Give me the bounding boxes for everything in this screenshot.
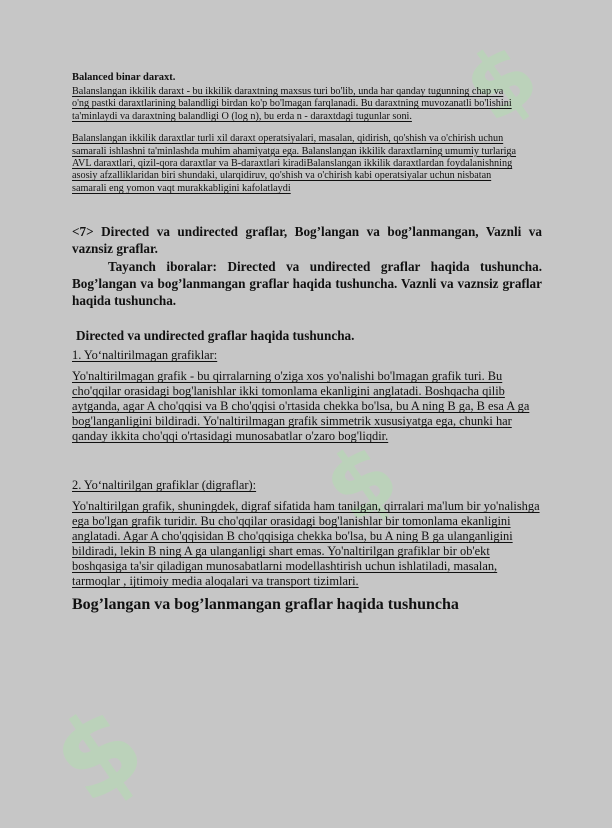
item2-text: Yo'naltirilgan grafik, shuningdek, digraf sifatida ham tanilgan, qirralari ma'lum bir yo'nalishga ega bo'lgan grafik turidir. Bu cho'qqilar orasidagi bog'lanishlar bir tomonlama ekanligini anglatadi. Agar A cho'qqisidan B cho'qqisiga chekka bo'lsa, bu A ning B ga ulanganligini bildiradi, lekin B ning A ga ulanganligi shart emas. Yo'naltirilgan grafiklar bir ob'ekt boshqasiga ta'sir qiladigan munosabatlarni modellashtirish uchun ishlatiladi, masalan, tarmoqlar , ijtimoiy media aloqalari va transport tizimlari. xyxy=(72,499,540,589)
section-title-connected: Bog’langan va bog’lanmangan graflar haqida tushuncha xyxy=(72,596,459,614)
watermark-mark-middle: $ xyxy=(305,421,418,544)
document-page xyxy=(72,72,542,615)
watermark-mark-top: $ xyxy=(445,21,558,144)
item1-title: 1. Yo‘naltirilmagan grafiklar: xyxy=(72,348,218,363)
paragraph-balanced-tree-1: Balanslangan ikkilik daraxt - bu ikkilik daraxtning maxsus turi bo'lib, unda har qanday tugunning chap va o'ng pastki daraxtlarining balandligi birdan ko'p bo'lmagan farqlanadi. Bu daraxtning muvozanatli bo'lishini ta'minlaydi va daraxtning balandligi O (log n), bu erda n - daraxtdagi tugunlar soni. xyxy=(72,86,512,122)
section-title-directed: Directed va undirected graflar haqida tushuncha. xyxy=(76,328,355,344)
paragraph-balanced-tree-2: Balanslangan ikkilik daraxtlar turli xil daraxt operatsiyalari, masalan, qidirish, qo'shish va o'chirish uchun samarali ishlashni ta'minlashda muhim ahamiyatga ega. Balanslangan ikkilik daraxtlarning umumiy turlariga AVL daraxtlari, qizil-qora daraxtlar va B-daraxtlari kiradiBalanslangan ikkilik daraxtlardan foydalanishning asosiy afzalliklaridan biri shundaki, ularqidiruv, qo'shish va o'chirish kabi operatsiyalar uchun nisbatan samarali eng yomon vaqt murakkabligini kafolatlaydi xyxy=(72,133,517,194)
keywords-paragraph: Tayanch iboralar: Directed va undirected graflar haqida tushuncha. Bog’langan va bog’lanmangan graflar haqida tushuncha. Vaznli va vaznsiz graflar haqida tushuncha. xyxy=(72,259,542,309)
section-title-balanced-tree: Balanced binar daraxt. xyxy=(72,72,176,83)
item2-title: 2. Yo‘naltirilgan grafiklar (digraflar): xyxy=(72,478,257,493)
topic-heading: <7> Directed va undirected graflar, Bog’langan va bog’lanmangan, Vaznli va vaznsiz graflar. xyxy=(72,224,542,257)
item1-text: Yo'naltirilmagan grafik - bu qirralarning o'ziga xos yo'nalishi bo'lmagan grafik turi. Bu cho'qqilar orasidagi bog'lanishlar ikki tomonlama ekanligini anglatadi. Boshqacha qilib aytganda, agar A cho'qqisi va B cho'qqisi o'rtasida chekka bo'lsa, bu A ning B ga, B esa A ga bog'langanligini bildiradi. Yo'naltirilmagan grafik simmetrik xususiyatga ega, chunki har qanday ikkita cho'qqi o'rtasidagi munosabatlar o'zaro bog'liqdir. xyxy=(72,369,530,444)
watermark-mark-bottom: $ xyxy=(30,679,167,828)
